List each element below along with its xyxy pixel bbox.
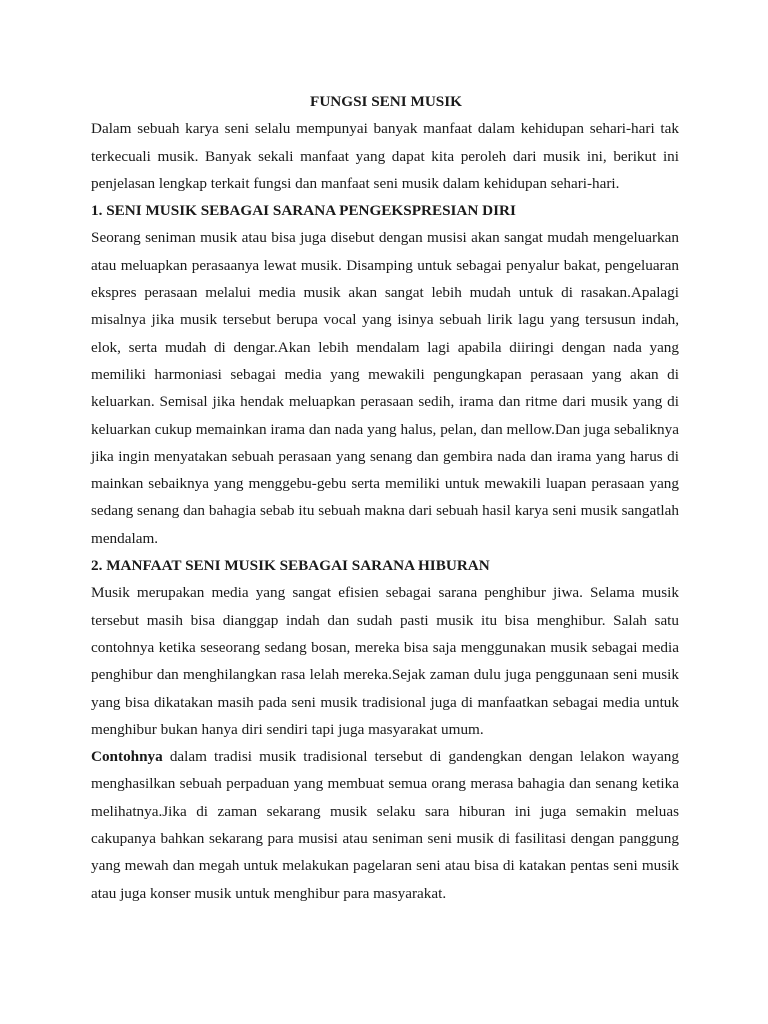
intro-paragraph: Dalam sebuah karya seni selalu mempunyai banyak manfaat dalam kehidupan sehari-hari tak terkecuali musik. Banyak sekali manfaat yang dapat kita peroleh dari musik ini, berikut ini penjelasan lengkap terkait fungsi dan manfaat seni musik dalam kehidupan sehari-hari. (91, 120, 679, 192)
document-page (91, 88, 679, 907)
section-1-body: Seorang seniman musik atau bisa juga disebut dengan musisi akan sangat mudah mengeluarkan atau meluapkan perasaanya lewat musik. Disamping untuk sebagai penyalur bakat, pengeluaran ekspres perasaan melalui media musik akan sangat lebih mudah untuk di rasakan.Apalagi misalnya jika musik tersebut berupa vocal yang isinya sebuah lirik lagu yang tersusun indah, elok, serta mudah di dengar.Akan lebih mendalam lagi apabila diiringi dengan nada yang memiliki harmoniasi sebagai media yang mewakili pengungkapan perasaan yang akan di keluarkan. Semisal jika hendak meluapkan perasaan sedih, irama dan ritme dari musik yang di keluarkan cukup memainkan irama dan nada yang halus, pelan, dan mellow.Dan juga sebaliknya jika ingin menyatakan sebuah perasaan yang senang dan gembira nada dan irama yang harus di mainkan sebaiknya yang menggebu-gebu serta memiliki untuk mewakili luapan perasaan yang sedang senang dan bahagia sebab itu sebuah makna dari sebuah hasil karya seni musik sangatlah mendalam. (91, 229, 679, 547)
example-lead-word: Contohnya (91, 748, 163, 766)
document-title: FUNGSI SENI MUSIK (310, 93, 462, 110)
section-1-heading: 1. SENI MUSIK SEBAGAI SARANA PENGEKSPRESIAN DIRI (91, 202, 516, 220)
section-2-body: Musik merupakan media yang sangat efisien sebagai sarana penghibur jiwa. Selama musik tersebut masih bisa dianggap indah dan sudah pasti musik itu bisa menghibur. Salah satu contohnya ketika seseorang sedang bosan, mereka bisa saja menggunakan musik sebagai media penghibur dan menghilangkan rasa lelah mereka.Sejak zaman dulu juga penggunaan seni musik yang bisa dikatakan masih pada seni musik tradisional juga di manfaatkan sebagai media untuk menghibur bukan hanya diri sendiri tapi juga masyarakat umum. (91, 584, 679, 738)
section-2-example-paragraph (91, 743, 679, 907)
section-2-heading: 2. MANFAAT SENI MUSIK SEBAGAI SARANA HIBURAN (91, 557, 490, 575)
example-body-text: dalam tradisi musik tradisional tersebut di gandengkan dengan lelakon wayang menghasilkan sebuah perpaduan yang membuat semua orang merasa bahagia dan senang ketika melihatnya.Jika di zaman sekarang musik selaku sara hiburan ini juga semakin meluas cakupanya bahkan sekarang para musisi atau seniman seni musik di fasilitasi dengan panggung yang mewah dan megah untuk melakukan pagelaran seni atau bisa di katakan pentas seni musik atau juga konser musik untuk menghibur para masyarakat. (91, 748, 679, 902)
